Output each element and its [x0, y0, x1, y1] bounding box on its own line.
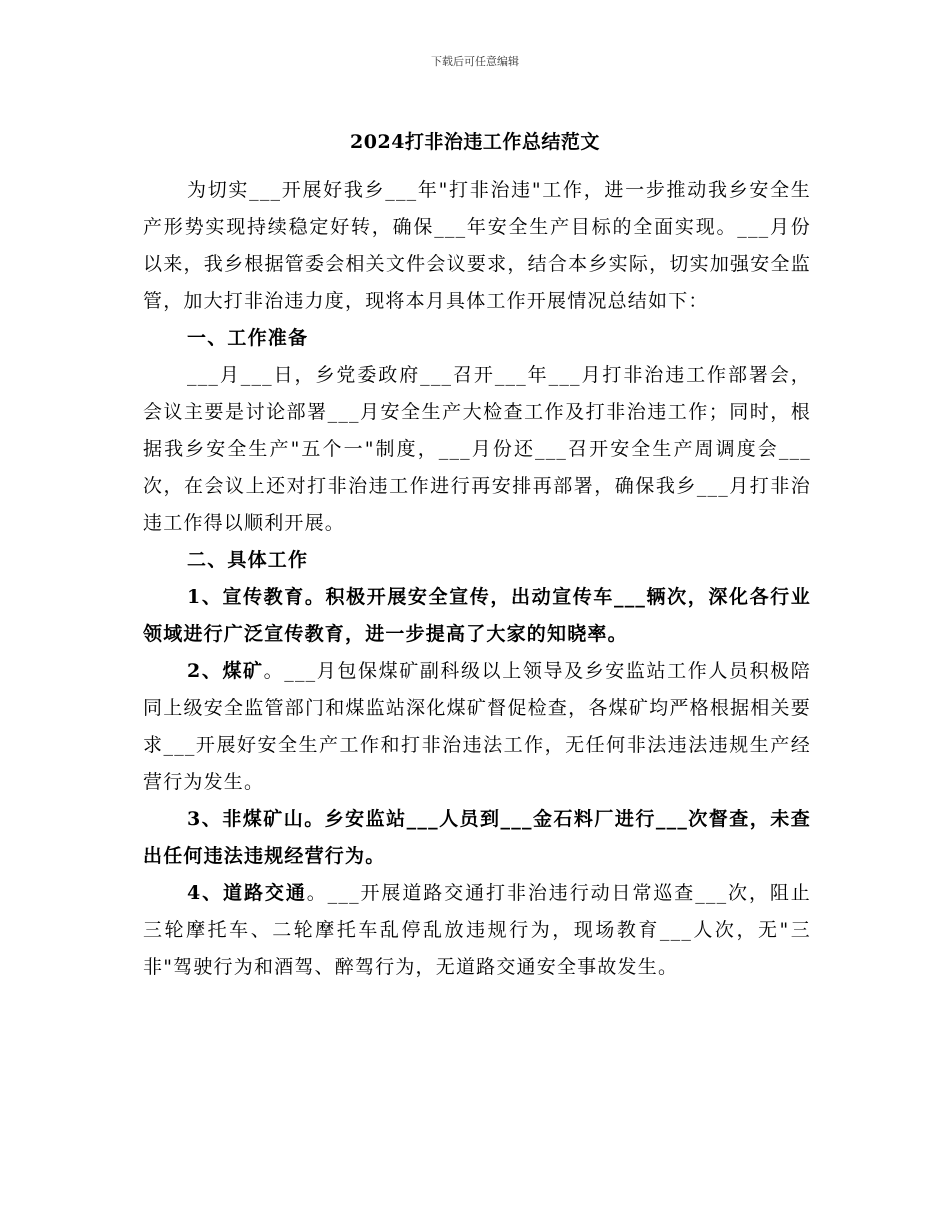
item-non-coal-mine: 3、非煤矿山。乡安监站___人员到___金石料厂进行___次督查，未查出任何违法违规经营行为。: [143, 808, 811, 867]
item-coal-mine: [143, 653, 811, 801]
item-road-traffic-text: 。___开展道路交通打非治违行动日常巡查___次，阻止三轮摩托车、二轮摩托车乱停乱放违规行为，现场教育___人次，无"三非"驾驶行为和酒驾、醉驾行为，无道路交通安全事故发生。: [143, 882, 812, 978]
section-heading-specific-work: 二、具体工作: [187, 549, 309, 571]
header-note: 下载后可任意编辑: [431, 55, 519, 68]
item-road-traffic: [143, 875, 811, 986]
intro-paragraph: 为切实___开展好我乡___年"打非治违"工作，进一步推动我乡安全生产形势实现持续稳定好转，确保___年安全生产目标的全面实现。___月份以来，我乡根据管委会相关文件会议要求，结合本乡实际，切实加强安全监管，加大打非治违力度，现将本月具体工作开展情况总结如下：: [143, 179, 811, 312]
section-heading-preparation: 一、工作准备: [187, 327, 309, 349]
item-publicity-education: 1、宣传教育。积极开展安全宣传，出动宣传车___辆次，深化各行业领域进行广泛宣传教育，进一步提高了大家的知晓率。: [143, 586, 811, 645]
document-body: [143, 172, 811, 986]
item-coal-mine-text: 。___月包保煤矿副科级以上领导及乡安监站工作人员积极陪同上级安全监管部门和煤监站深化煤矿督促检查，各煤矿均严格根据相关要求___开展好安全生产工作和打非治违法工作，无任何非法违法违规生产经营行为发生。: [143, 660, 811, 793]
item-coal-mine-label: 2、煤矿: [187, 660, 264, 682]
item-road-traffic-label: 4、道路交通: [187, 882, 307, 904]
preparation-paragraph: ___月___日，乡党委政府___召开___年___月打非治违工作部署会，会议主要是讨论部署___月安全生产大检查工作及打非治违工作；同时，根据我乡安全生产"五个一"制度，___月份还___召开安全生产周调度会___次，在会议上还对打非治违工作进行再安排再部署，确保我乡___月打非治违工作得以顺利开展。: [143, 364, 811, 534]
document-title: 2024打非治违工作总结范文: [350, 131, 600, 153]
